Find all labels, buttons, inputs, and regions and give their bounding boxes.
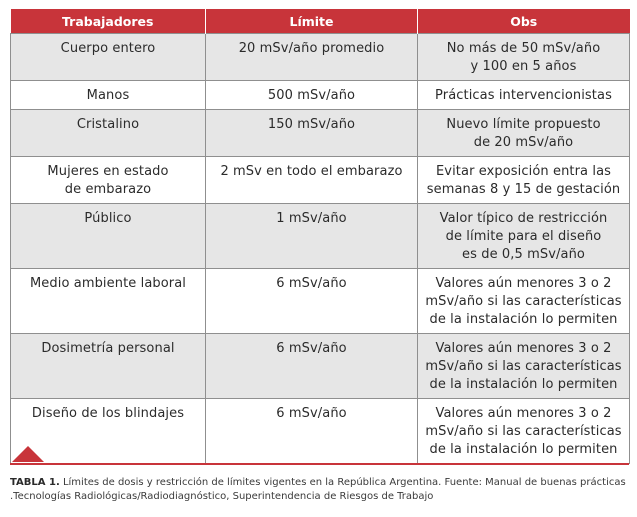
cell-limite — [206, 204, 418, 269]
cell-text: 500 mSv/año — [267, 88, 356, 103]
header-limite: Límite — [206, 9, 418, 34]
table-row — [11, 399, 630, 464]
caption-divider — [10, 463, 629, 465]
cell-text: Dosimetría personal — [41, 341, 175, 356]
cell-trabajadores — [11, 34, 206, 81]
cell-trabajadores — [11, 204, 206, 269]
table-row — [11, 110, 630, 157]
cell-text: 6 mSv/año — [276, 276, 347, 291]
cell-text: Valor típico de restricción — [439, 211, 608, 226]
dose-limits-table — [10, 9, 630, 464]
cell-trabajadores — [11, 269, 206, 334]
cell-text: semanas 8 y 15 de gestación — [426, 182, 621, 197]
cell-trabajadores — [11, 157, 206, 204]
caption-triangle-icon — [12, 446, 44, 462]
cell-text: Valores aún menores 3 o 2 — [435, 406, 612, 421]
table-body — [11, 34, 630, 464]
header-obs: Obs — [418, 9, 630, 34]
cell-text: 20 mSv/año promedio — [238, 41, 385, 56]
cell-text: No más de 50 mSv/año — [446, 41, 601, 56]
cell-text: Manos — [86, 88, 130, 103]
caption-label: TABLA 1. — [10, 477, 60, 488]
cell-obs — [418, 157, 630, 204]
cell-limite — [206, 110, 418, 157]
cell-obs — [418, 204, 630, 269]
header-trabajadores: Trabajadores — [11, 9, 206, 34]
cell-text: Valores aún menores 3 o 2 — [435, 276, 612, 291]
table-row — [11, 34, 630, 81]
cell-text: de la instalación lo permiten — [429, 377, 618, 392]
cell-limite — [206, 399, 418, 464]
table-header-row — [11, 9, 630, 34]
dose-limits-table-container — [10, 9, 629, 464]
cell-trabajadores — [11, 334, 206, 399]
cell-text: 6 mSv/año — [276, 341, 347, 356]
cell-text: y 100 en 5 años — [470, 59, 577, 74]
cell-text: Medio ambiente laboral — [29, 276, 187, 291]
cell-text: de 20 mSv/año — [473, 135, 574, 150]
table-caption — [10, 476, 629, 504]
cell-text: 6 mSv/año — [276, 406, 347, 421]
table-row — [11, 157, 630, 204]
cell-text: Mujeres en estado — [47, 164, 169, 179]
cell-obs — [418, 399, 630, 464]
cell-limite — [206, 334, 418, 399]
cell-text: 1 mSv/año — [276, 211, 347, 226]
cell-obs — [418, 334, 630, 399]
cell-text: Público — [84, 211, 132, 226]
cell-text: mSv/año si las características — [425, 294, 622, 309]
cell-text: de la instalación lo permiten — [429, 312, 618, 327]
cell-text: Evitar exposición entra las — [435, 164, 612, 179]
cell-text: Cuerpo entero — [60, 41, 156, 56]
cell-limite — [206, 269, 418, 334]
cell-text: Prácticas intervencionistas — [435, 88, 612, 103]
cell-trabajadores — [11, 110, 206, 157]
cell-text: de la instalación lo permiten — [429, 442, 618, 457]
cell-text: Valores aún menores 3 o 2 — [435, 341, 612, 356]
caption-body: Límites de dosis y restricción de límites vigentes en la República Argentina. Fuente: Manual de buenas prácticas .Tecnologías Radiológicas/Radiodiagnóstico, Superintendencia de Riesgos de Trabajo — [10, 477, 626, 502]
cell-text: mSv/año si las características — [425, 359, 622, 374]
cell-trabajadores — [11, 81, 206, 110]
cell-obs — [418, 81, 630, 110]
cell-obs — [418, 34, 630, 81]
cell-limite — [206, 81, 418, 110]
table-row — [11, 269, 630, 334]
cell-text: de límite para el diseño — [445, 229, 602, 244]
cell-text: Diseño de los blindajes — [31, 406, 185, 421]
cell-text: Nuevo límite propuesto — [446, 117, 601, 132]
cell-text: es de 0,5 mSv/año — [462, 247, 585, 262]
cell-obs — [418, 269, 630, 334]
cell-obs — [418, 110, 630, 157]
cell-limite — [206, 34, 418, 81]
cell-text: de embarazo — [64, 182, 152, 197]
table-row — [11, 204, 630, 269]
table-row — [11, 81, 630, 110]
cell-limite — [206, 157, 418, 204]
cell-text: Cristalino — [76, 117, 140, 132]
cell-text: 2 mSv en todo el embarazo — [220, 164, 403, 179]
cell-text: 150 mSv/año — [267, 117, 356, 132]
table-row — [11, 334, 630, 399]
cell-text: mSv/año si las características — [425, 424, 622, 439]
